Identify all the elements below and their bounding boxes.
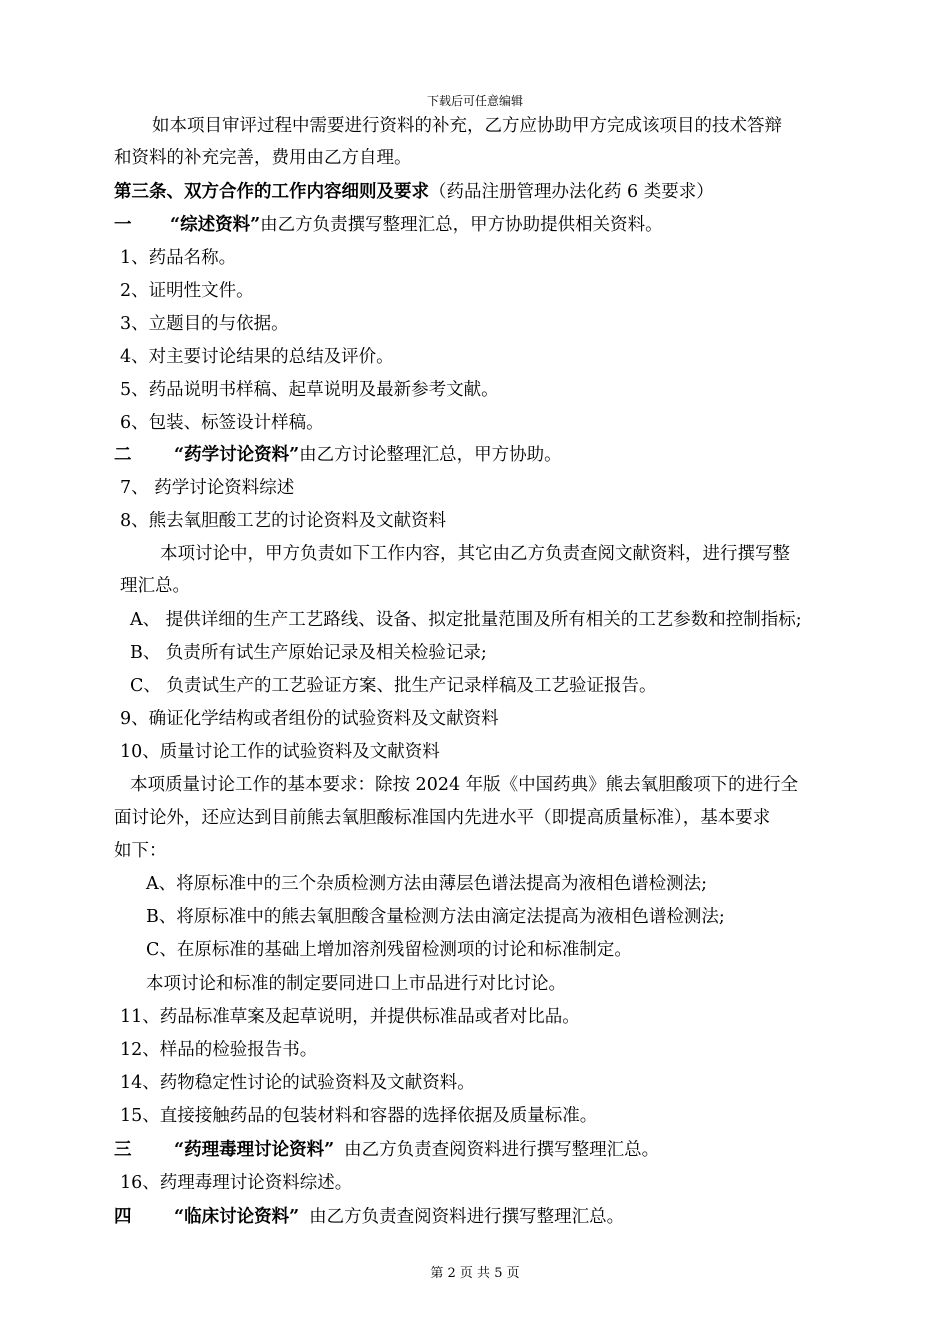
- paragraph-line: 理汇总。: [120, 576, 190, 596]
- list-item: 12、样品的检验报告书。: [120, 1040, 318, 1060]
- page-header: 下载后可任意编辑: [426, 94, 523, 108]
- section-heading: [114, 213, 663, 237]
- list-item: 1、药品名称。: [120, 248, 237, 268]
- section-title: “综述资料”: [170, 215, 261, 235]
- list-item: C、在原标准的基础上增加溶剂残留检测项的讨论和标准制定。: [146, 940, 632, 960]
- section-number: 一: [114, 215, 132, 235]
- paragraph-line: 本项讨论和标准的制定要同进口上市品进行对比讨论。: [146, 974, 566, 994]
- paragraph-line: 如下：: [114, 841, 167, 861]
- list-item: 5、药品说明书样稿、起草说明及最新参考文献。: [120, 380, 499, 400]
- paragraph-line: 如本项目审评过程中需要进行资料的补充，乙方应协助甲方完成该项目的技术答辩: [152, 116, 782, 136]
- section-number: 三: [114, 1140, 132, 1160]
- list-item: 2、证明性文件。: [120, 281, 254, 301]
- section-heading: [114, 1205, 624, 1229]
- section-desc: 由乙方讨论整理汇总，甲方协助。: [299, 445, 562, 465]
- paragraph-line: 本项讨论中，甲方负责如下工作内容，其它由乙方负责查阅文献资料，进行撰写整: [160, 544, 790, 564]
- list-item: C、 负责试生产的工艺验证方案、批生产记录样稿及工艺验证报告。: [130, 676, 657, 696]
- article-title: 第三条、双方合作的工作内容细则及要求: [114, 182, 429, 202]
- paragraph-line: 面讨论外，还应达到目前熊去氧胆酸标准国内先进水平（即提高质量标准），基本要求: [114, 808, 771, 828]
- section-number: 二: [114, 445, 132, 465]
- section-heading: [114, 443, 562, 467]
- list-item: 14、药物稳定性讨论的试验资料及文献资料。: [120, 1073, 475, 1093]
- paragraph-line: 本项质量讨论工作的基本要求：除按 2024 年版《中国药典》熊去氧胆酸项下的进行全: [130, 775, 799, 795]
- section-heading: [114, 1138, 659, 1162]
- article-note: （药品注册管理办法化药 6 类要求）: [429, 182, 714, 202]
- list-item: 8、熊去氧胆酸工艺的讨论资料及文献资料: [120, 511, 447, 531]
- section-title: “药理毒理讨论资料”: [174, 1140, 335, 1160]
- list-item: 10、质量讨论工作的试验资料及文献资料: [120, 742, 440, 762]
- list-item: 15、直接接触药品的包装材料和容器的选择依据及质量标准。: [120, 1106, 598, 1126]
- list-item: A、将原标准中的三个杂质检测方法由薄层色谱法提高为液相色谱检测法;: [146, 874, 708, 894]
- list-item: B、将原标准中的熊去氧胆酸含量检测方法由滴定法提高为液相色谱检测法;: [146, 907, 725, 927]
- section-title: “临床讨论资料”: [174, 1207, 300, 1227]
- paragraph-line: 和资料的补充完善，费用由乙方自理。: [114, 148, 412, 168]
- section-desc: 由乙方负责撰写整理汇总，甲方协助提供相关资料。: [260, 215, 663, 235]
- page-footer: 第 2 页 共 5 页: [430, 1266, 520, 1281]
- list-item: 4、对主要讨论结果的总结及评价。: [120, 347, 394, 367]
- section-title: “药学讨论资料”: [174, 445, 300, 465]
- section-number: 四: [114, 1207, 132, 1227]
- list-item: 16、药理毒理讨论资料综述。: [120, 1173, 353, 1193]
- list-item: B、 负责所有试生产原始记录及相关检验记录;: [130, 643, 487, 663]
- section-desc: 由乙方负责查阅资料进行撰写整理汇总。: [344, 1140, 660, 1160]
- list-item: A、 提供详细的生产工艺路线、设备、拟定批量范围及所有相关的工艺参数和控制指标;: [130, 610, 802, 630]
- article-heading: [114, 180, 714, 204]
- list-item: 11、药品标准草案及起草说明，并提供标准品或者对比品。: [120, 1007, 580, 1027]
- list-item: 7、 药学讨论资料综述: [120, 478, 295, 498]
- list-item: 3、立题目的与依据。: [120, 314, 289, 334]
- section-desc: 由乙方负责查阅资料进行撰写整理汇总。: [309, 1207, 625, 1227]
- list-item: 6、包装、标签设计样稿。: [120, 413, 324, 433]
- list-item: 9、确证化学结构或者组份的试验资料及文献资料: [120, 709, 499, 729]
